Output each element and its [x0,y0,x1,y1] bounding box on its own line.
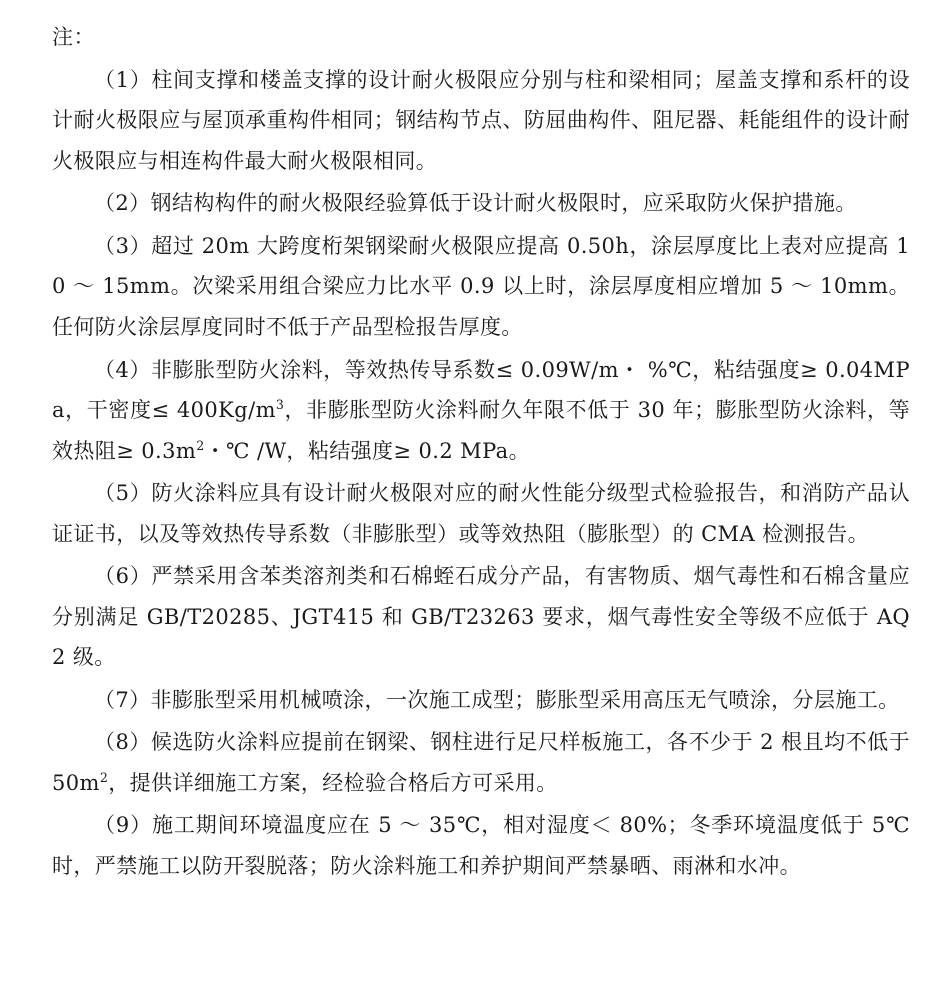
note-paragraph-2: （2）钢结构构件的耐火极限经验算低于设计耐火极限时，应采取防火保护措施。 [94,191,857,216]
note-paragraph-1: （1）柱间支撑和楼盖支撑的设计耐火极限应分别与柱和梁相同；屋盖支撑和系杆的设计耐火极限应与屋顶承重构件相同；钢结构节点、防屈曲构件、阻尼器、耗能组件的设计耐火极限应与相连构件最大耐火极限相同。 [52,67,910,173]
note-paragraph-9: （9）施工期间环境温度应在 5 ～ 35℃，相对湿度＜ 80%；冬季环境温度低于 5℃时，严禁施工以防开裂脱落；防火涂料施工和养护期间严禁暴晒、雨淋和水冲。 [52,813,910,878]
note-paragraph-8: （8）候选防火涂料应提前在钢梁、钢柱进行足尺样板施工，各不少于 2 根且均不低于 $50m^2$，提供详细施工方案，经检验合格后方可采用。 [52,730,910,795]
note-paragraph-4: （4）非膨胀型防火涂料，等效热传导系数≤ 0.09W/m・ %℃，粘结强度≥ 0.04MPa，干密度≤ $400Kg/m^3$，非膨胀型防火涂料耐久年限不低于 30 年；膨胀型防火涂料，等效热阻≥ $0.3m^2$・℃ /W，粘结强度≥ 0.2 MPa。 [52,357,910,463]
note-label: 注： [52,25,95,49]
note-paragraph-6: （6）严禁采用含苯类溶剂类和石棉蛭石成分产品，有害物质、烟气毒性和石棉含量应分别满足 GB/T20285、JGT415 和 GB/T23263 要求，烟气毒性安全等级不应低于 AQ2 级。 [52,564,910,670]
note-paragraph-5: （5）防火涂料应具有设计耐火极限对应的耐火性能分级型式检验报告，和消防产品认证证书，以及等效热传导系数（非膨胀型）或等效热阻（膨胀型）的 CMA 检测报告。 [52,481,910,546]
note-paragraph-3: （3）超过 20m 大跨度桁架钢梁耐火极限应提高 0.50h，涂层厚度比上表对应提高 10 ～ 15mm。次梁采用组合梁应力比水平 0.9 以上时，涂层厚度相应增加 5 ～ 10mm。任何防火涂层厚度同时不低于产品型检报告厚度。 [52,233,910,339]
note-paragraph-7: （7）非膨胀型采用机械喷涂，一次施工成型；膨胀型采用高压无气喷涂，分层施工。 [94,687,900,712]
note-list [52,60,910,886]
